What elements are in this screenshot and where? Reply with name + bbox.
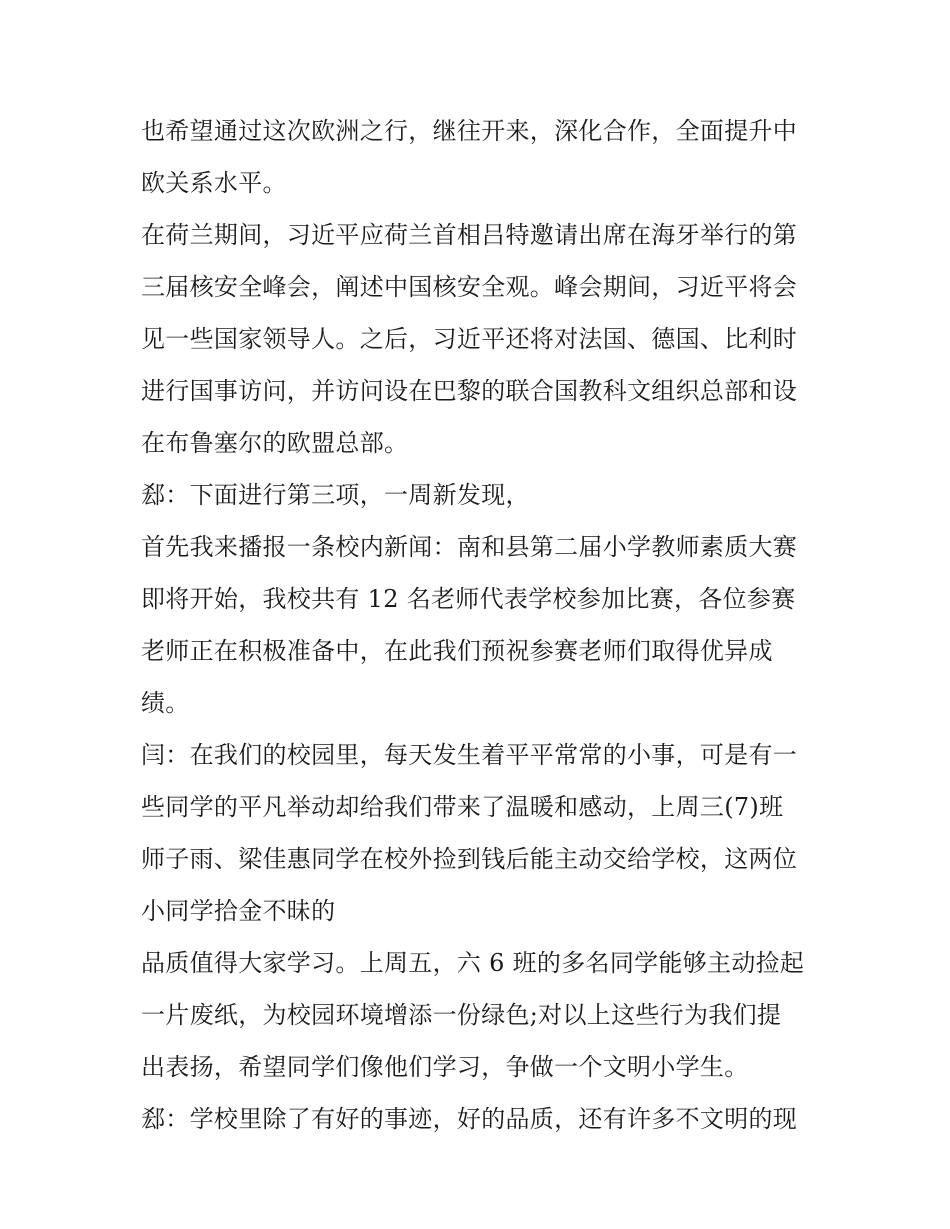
text-line: 见一些国家领导人。之后，习近平还将对法国、德国、比利时 — [141, 325, 798, 353]
text-line: 即将开始，我校共有 12 名老师代表学校参加比赛，各位参赛 — [141, 585, 796, 613]
text-line: 一片废纸，为校园环境增添一份绿色;对以上这些行为我们提 — [141, 1001, 782, 1029]
text-line: 师子雨、梁佳惠同学在校外捡到钱后能主动交给学校，这两位 — [141, 845, 798, 873]
text-line: 绩。 — [141, 689, 190, 717]
text-line: 小同学拾金不昧的 — [141, 897, 336, 925]
text-line: 欧关系水平。 — [141, 169, 287, 197]
text-line: 些同学的平凡举动却给我们带来了温暖和感动，上周三(7)班 — [141, 793, 784, 821]
text-line: 进行国事访问，并访问设在巴黎的联合国教科文组织总部和设 — [141, 377, 798, 405]
text-line: 三届核安全峰会，阐述中国核安全观。峰会期间，习近平将会 — [141, 273, 798, 301]
text-line: 首先我来播报一条校内新闻：南和县第二届小学教师素质大赛 — [141, 533, 798, 561]
text-line: 也希望通过这次欧洲之行，继往开来，深化合作，全面提升中 — [141, 117, 798, 145]
text-line: 闫：在我们的校园里，每天发生着平平常常的小事，可是有一 — [141, 741, 798, 769]
text-line: 出表扬，希望同学们像他们学习，争做一个文明小学生。 — [141, 1053, 749, 1081]
text-line: 在荷兰期间，习近平应荷兰首相吕特邀请出席在海牙举行的第 — [141, 221, 798, 249]
document-body — [141, 105, 821, 1145]
text-line: 老师正在积极准备中，在此我们预祝参赛老师们取得优异成 — [141, 637, 773, 665]
text-line: 郄：下面进行第三项，一周新发现， — [141, 481, 530, 509]
text-line: 郄：学校里除了有好的事迹，好的品质，还有许多不文明的现 — [141, 1105, 798, 1133]
text-line: 品质值得大家学习。上周五，六 6 班的多名同学能够主动捡起 — [141, 949, 805, 977]
text-line: 在布鲁塞尔的欧盟总部。 — [141, 429, 409, 457]
